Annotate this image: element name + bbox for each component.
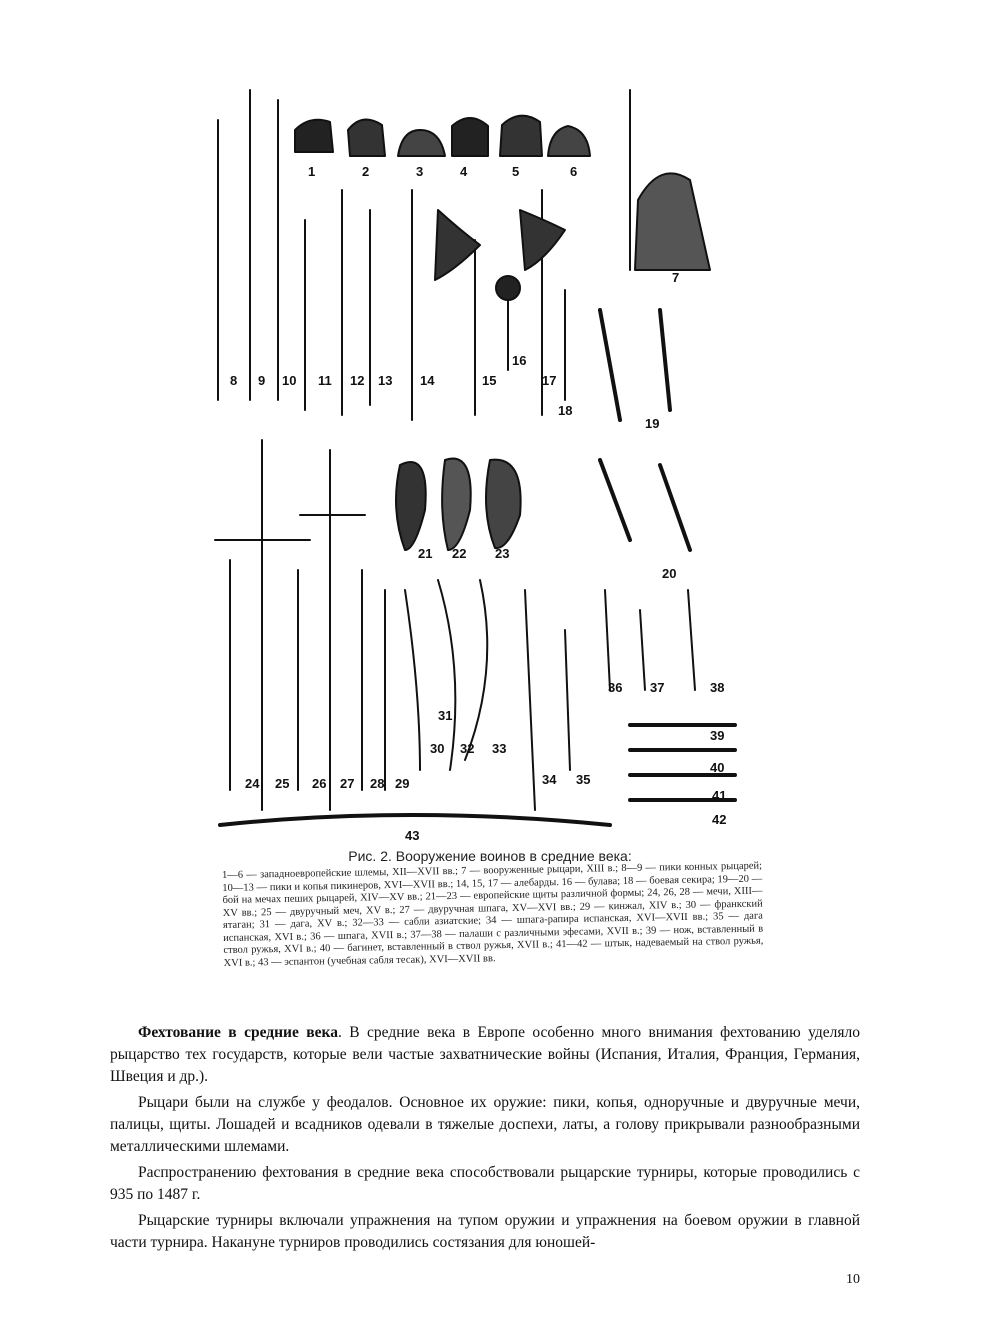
fig-label-14: 14 [420,373,435,388]
fig-label-9: 9 [258,373,266,388]
fig-label-11: 11 [318,373,332,388]
fig-label-23: 23 [495,546,510,561]
fig-label-10: 10 [282,373,297,388]
body-text [110,1022,860,1258]
paragraph-1 [110,1022,860,1088]
fig-label-21: 21 [418,546,433,561]
fig-label-40: 40 [710,760,725,775]
fig-label-39: 39 [710,728,725,743]
fig-label-3: 3 [416,164,424,179]
fig-label-25: 25 [275,776,290,791]
figure [190,70,790,1010]
fig-label-17: 17 [542,373,557,388]
fig-label-36: 36 [608,680,623,695]
fig-label-6: 6 [570,164,578,179]
fig-label-26: 26 [312,776,327,791]
fig-label-33: 33 [492,741,507,756]
fig-label-16: 16 [512,353,527,368]
paragraph-3: Распространению фехтования в средние века способствовали рыцарские турниры, которые проводились с 935 по 1487 г. [110,1164,860,1203]
fig-label-43: 43 [405,828,420,840]
fig-label-30: 30 [430,741,445,756]
fig-label-15: 15 [482,373,497,388]
fig-label-42: 42 [712,812,727,827]
fig-label-41: 41 [712,788,727,803]
fig-label-18: 18 [558,403,573,418]
fig-label-31: 31 [438,708,453,723]
fig-label-8: 8 [230,373,238,388]
fig-label-12: 12 [350,373,365,388]
paragraph-2: Рыцари были на службе у феодалов. Основное их оружие: пики, копья, одноручные и двуручные мечи, палицы, щиты. Лошадей и всадников одевали в тяжелые доспехи, латы, а голову прикрывали разнообразными металлическими шлемами. [110,1094,860,1155]
fig-label-37: 37 [650,680,665,695]
fig-label-24: 24 [245,776,260,791]
paragraph-1-text: . В средние века в Европе особенно много внимания фехтованию уделяло рыцарство тех государств, которые вели частые захватнические войны (Испания, Италия, Франция, Германия, Швеция и др.). [110,1024,860,1085]
fig-label-22: 22 [452,546,467,561]
fig-label-1: 1 [308,164,316,179]
fig-label-4: 4 [460,164,468,179]
fig-label-5: 5 [512,164,520,179]
figure-caption-title: Рис. 2. Вооружение воинов в средние века: [348,848,632,864]
fig-label-7: 7 [672,270,680,285]
fig-label-32: 32 [460,741,475,756]
fig-label-28: 28 [370,776,385,791]
fig-label-13: 13 [378,373,393,388]
fig-label-2: 2 [362,164,370,179]
page-number: 10 [846,1272,860,1287]
weapons-illustration [190,70,790,840]
figure-caption-text: 1—6 — западноевропейские шлемы, XII—XVII вв.; 7 — вооруженные рыцари, XIII в.; 8—9 — пики конных рыцарей; 10—13 — пики и копья пикинеров, XVI—XVII вв.; 14, 15, 17 — алебарды. 16 — булава; 18 — боевая секира; 19—20 — бой на мечах пеших рыцарей, XIV—XV вв.; 21—23 — европейские щиты различной формы; 24, 26, 28 — мечи, XIII—XV вв.; 25 — двуручный меч, XV в.; 27 — двуручная шпага, XV—XVI вв.; 29 — кинжал, XIV в.; 30 — франкский ятаган; 31 — дага, XV в.; 32—33 — сабли азиатские; 34 — шпага-рапира испанская, XVI—XVII вв.; 35 — дага испанская, XVI в.; 36 — шпага, XVII в.; 37—38 — палаши с различными эфесами, XVII в.; 39 — нож, вставленный в ствол ружья, XVI в.; 40 — багинет, вставленный в ствол ружья, XVII в.; 41—42 — штык, надеваемый на ствол ружья, XVI в.; 43 — эспантон (учебная сабля тесак), XVI—XVII вв. [222,860,764,969]
fig-label-29: 29 [395,776,410,791]
fig-label-38: 38 [710,680,725,695]
fig-label-19: 19 [645,416,660,431]
fig-label-27: 27 [340,776,355,791]
fig-label-35: 35 [576,772,591,787]
fig-label-34: 34 [542,772,557,787]
section-heading: Фехтование в средние века [138,1024,338,1041]
paragraph-4: Рыцарские турниры включали упражнения на тупом оружии и упражнения на боевом оружии в главной части турнира. Накануне турниров проводились состязания для юношей- [110,1212,860,1251]
fig-label-20: 20 [662,566,677,581]
